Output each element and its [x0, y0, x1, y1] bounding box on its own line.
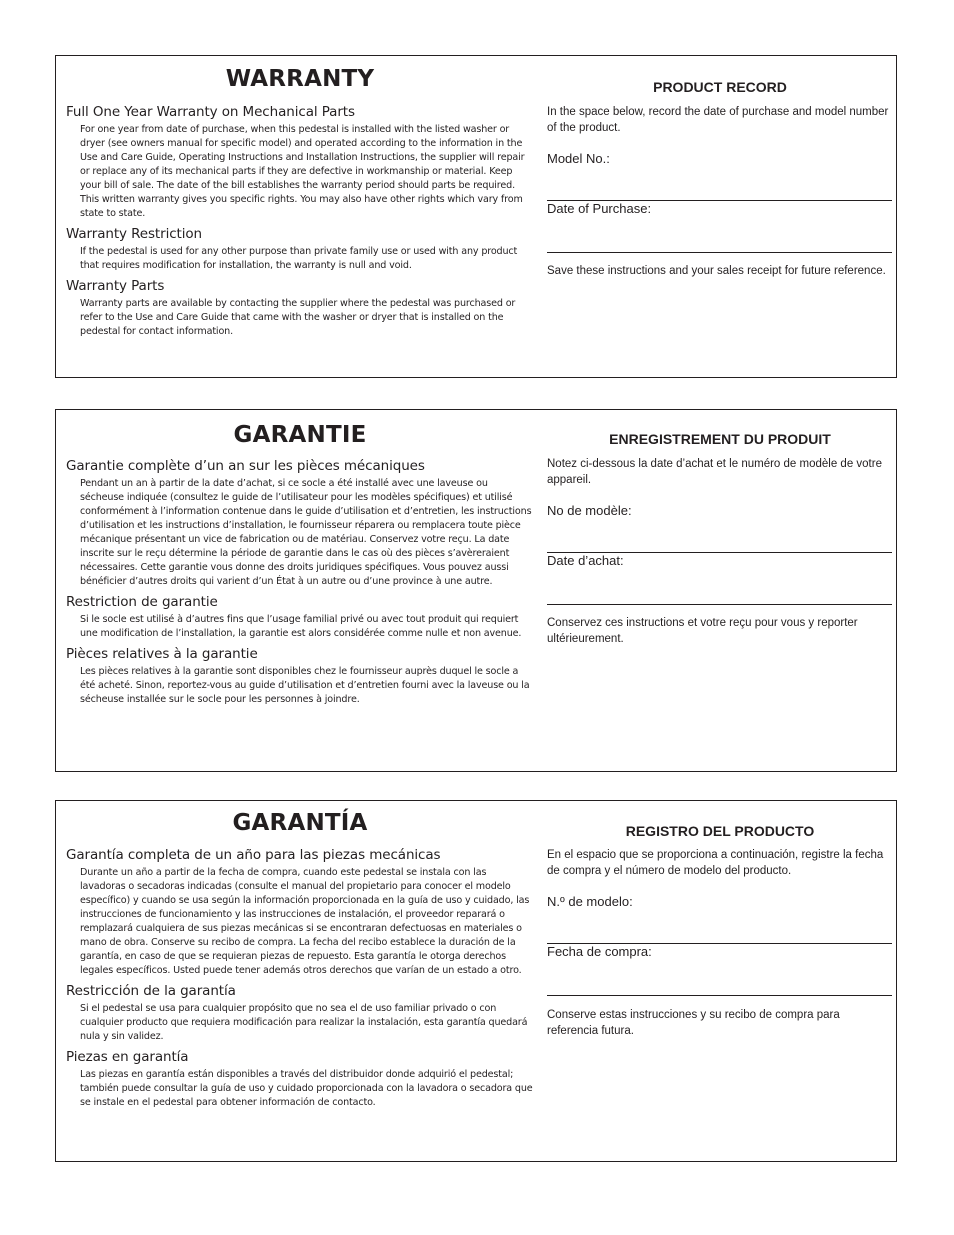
garantie-paragraph-restriction: Si le socle est utilisé à d’autres fins que l’usage familial privé ou avec tout produit qui requiert une modification de l’installation, la garantie est alors considérée comme nulle et non avenue. [80, 614, 522, 639]
garantia-body [66, 846, 534, 1114]
garantia-subheading-full-year: Garantía completa de un año para las piezas mecánicas [66, 847, 441, 863]
warranty-paragraph-restriction: If the pedestal is used for any other purpose than private family use or used with any product that requires modification for installation, the warranty is null and void. [80, 246, 518, 271]
garantie-subheading-full-year: Garantie complète d’un an sur les pièces mécaniques [66, 458, 425, 474]
model-number-label: Model No.: [547, 151, 610, 166]
enregistrement-intro: Notez ci-dessous la date d’achat et le numéro de modèle de votre appareil. [547, 458, 882, 486]
registro-title: REGISTRO DEL PRODUCTO [625, 823, 815, 839]
garantia-title: GARANTÍA [232, 810, 368, 836]
warranty-paragraph-full-year: For one year from date of purchase, when this pedestal is installed with the listed washer or dryer (see owners manual for specific model) and operated according to the information in the Use and Care Guide, Operating Instructions and Installation Instructions, the supplier will repair or replace any of its mechanical parts if they are defective in workmanship or material. Keep your bill of sale. The date of the bill establishes the warranty period should parts be required. This written warranty gives you specific rights. You may also have other rights which vary from state to state. [80, 124, 525, 219]
garantia-paragraph-full-year: Durante un año a partir de la fecha de compra, cuando este pedestal se instala con las lavadoras o secadoras indicadas (consulte el manual del propietario para conocer el modelo específico) y cuando se usa según la información proporcionada en la guía de uso y cuidado, las instrucciones de funcionamiento y las instrucciones de instalación, el proveedor reparará o remplazará cualquiera de sus piezas mecánicas si se encontraran defectuosas en materiales o mano de obra. Conserve su recibo de compra. La fecha del recibo establece la duración de la garantía, en caso de que se requieran piezas de repuesto. Esta garantía le otorga derechos legales específicos. Usted puede tener además otros derechos que varían de un estado a otro. [80, 867, 530, 976]
purchase-date-label-es: Fecha de compra: [547, 944, 652, 959]
product-record-intro: In the space below, record the date of purchase and model number of the product. [547, 106, 889, 134]
warranty-paragraph-parts: Warranty parts are available by contacting the supplier where the pedestal was purchased or refer to the Use and Care Guide that came with the washer or dryer that is installed on the pedestal for contact information. [80, 298, 516, 337]
purchase-date-line [547, 252, 892, 253]
warranty-body [66, 103, 534, 343]
purchase-date-line-es [547, 995, 892, 996]
purchase-date-label-fr: Date d’achat: [547, 553, 624, 568]
warranty-subheading-parts: Warranty Parts [66, 278, 165, 294]
product-record-note: Save these instructions and your sales receipt for future reference. [547, 265, 886, 277]
enregistrement-title: ENREGISTREMENT DU PRODUIT [609, 431, 831, 447]
garantie-title: GARANTIE [233, 422, 367, 448]
garantie-body [66, 457, 534, 711]
warranty-box-english [55, 55, 897, 378]
garantie-subheading-parts: Pièces relatives à la garantie [66, 646, 258, 662]
warranty-box-spanish [55, 800, 897, 1162]
warranty-subheading-full-year: Full One Year Warranty on Mechanical Parts [66, 104, 355, 120]
garantia-subheading-parts: Piezas en garantía [66, 1049, 189, 1065]
warranty-subheading-restriction: Warranty Restriction [66, 226, 203, 242]
garantia-subheading-restriction: Restricción de la garantía [66, 983, 236, 999]
garantie-paragraph-full-year: Pendant un an à partir de la date d’achat, si ce socle a été installé avec une laveuse ou sécheuse indiquée (consultez le guide de l’utilisateur pour les modèles spécifiques) et utilisé conformément à l’information contenue dans le guide d’utilisation et d’entretien, les instructions d’utilisation et les instructions d’installation, le fournisseur réparera ou remplacera toute pièce mécanique présentant un vice de fabrication ou de matériau. Conservez votre reçu. La date inscrite sur le reçu détermine la période de garantie dans le cas où des pièces s’avèreraient nécessaires. Cette garantie vous donne des droits juridiques spécifiques. Vous pouvez aussi bénéficier d’autres droits qui varient d’un État à un autre ou d’une province à une autre. [80, 478, 532, 587]
warranty-box-french [55, 409, 897, 772]
garantie-paragraph-parts: Les pièces relatives à la garantie sont disponibles chez le fournisseur auprès duquel le socle a été acheté. Sinon, reportez-vous au guide d’utilisation et d’entretien fourni avec la laveuse ou la sécheuse installée sur le socle pour les personnes à joindre. [80, 666, 530, 705]
registro-intro: En el espacio que se proporciona a continuación, registre la fecha de compra y el número de modelo del producto. [547, 849, 884, 877]
garantia-paragraph-restriction: Si el pedestal se usa para cualquier propósito que no sea el de uso familiar privado o con cualquier producto que requiera modificación para realizar la instalación, esta garantía quedará nula y sin validez. [80, 1003, 528, 1042]
purchase-date-label: Date of Purchase: [547, 201, 652, 216]
garantia-paragraph-parts: Las piezas en garantía están disponibles a través del distribuidor donde adquirió el pedestal; también puede consultar la guía de uso y cuidado proporcionada con la lavadora o secadora que se instale en el pedestal para obtener información de contacto. [80, 1069, 533, 1108]
product-record-title: PRODUCT RECORD [653, 79, 787, 95]
registro-note: Conserve estas instrucciones y su recibo de compra para referencia futura. [547, 1009, 840, 1037]
model-number-label-fr: No de modèle: [547, 503, 632, 518]
garantie-subheading-restriction: Restriction de garantie [66, 594, 218, 610]
warranty-title: WARRANTY [225, 66, 375, 92]
enregistrement-note: Conservez ces instructions et votre reçu pour vous y reporter ultérieurement. [547, 617, 858, 645]
purchase-date-line-fr [547, 604, 892, 605]
model-number-label-es: N.º de modelo: [547, 894, 633, 909]
